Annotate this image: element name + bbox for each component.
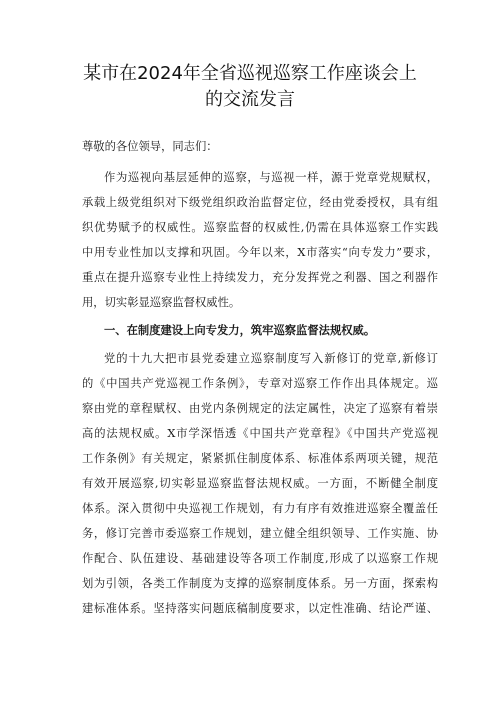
paragraph1-line: 织优势赋予的权威性。巡察监督的权威性,仍需在具体巡察工作实践 [82, 221, 438, 234]
paragraph2-line: 高的法规权威。X市学深悟透《中国共产党章程》《中国共产党巡视 [82, 427, 438, 440]
paragraph1-line: 重点在提升巡察专业性上持续发力，充分发挥党之利器、国之利器作 [82, 271, 438, 284]
paragraph2-line: 划为引领，各类工作制度为支撑的巡察制度体系。另一方面，探索构 [82, 577, 438, 590]
salutation: 尊敬的各位领导，同志们： [82, 140, 218, 153]
paragraph2-line: 察由党的章程赋权、由党内条例规定的法定属性，决定了巡察有着崇 [82, 402, 438, 415]
paragraph2-line: 建标准体系。坚持落实问题底稿制度要求，以定性准确、结论严谨、 [82, 602, 438, 615]
paragraph1-line: 承载上级党组织对下级党组织政治监督定位，经由党委授权，具有组 [82, 196, 438, 209]
paragraph2-line: 党的十九大把市县党委建立巡察制度写入新修订的党章,新修订 [104, 352, 438, 365]
document-title-line2: 的交流发言 [205, 89, 295, 110]
paragraph2-line: 务，修订完善市委巡察工作规划，建立健全组织领导、工作实施、协 [82, 527, 438, 540]
paragraph1-line: 用，切实彰显巡察监督权威性。 [82, 296, 241, 309]
paragraph2-line: 的《中国共产党巡视工作条例》，专章对巡察工作作出具体规定。巡 [82, 377, 438, 390]
paragraph1-line: 作为巡视向基层延伸的巡察，与巡视一样，源于党章党规赋权， [104, 171, 438, 184]
paragraph1-line: 中用专业性加以支撑和巩固。今年以来，X市落实“向专发力”要求， [82, 246, 438, 259]
document-title-line1: 某市在2024年全省巡视巡察工作座谈会上 [83, 63, 417, 84]
paragraph2-line: 工作条例》有关规定，紧紧抓住制度体系、标准体系两项关键，规范 [82, 452, 438, 465]
section-heading: 一、在制度建设上向专发力，筑牢巡察监督法规权威。 [104, 324, 376, 337]
paragraph2-line: 有效开展巡察,切实彰显巡察监督法规权威。一方面，不断健全制度 [82, 477, 438, 490]
paragraph2-line: 作配合、队伍建设、基础建设等各项工作制度,形成了以巡察工作规 [82, 552, 438, 565]
paragraph2-line: 体系。深入贯彻中央巡视工作规划，有力有序有效推进巡察全覆盖任 [82, 502, 438, 515]
